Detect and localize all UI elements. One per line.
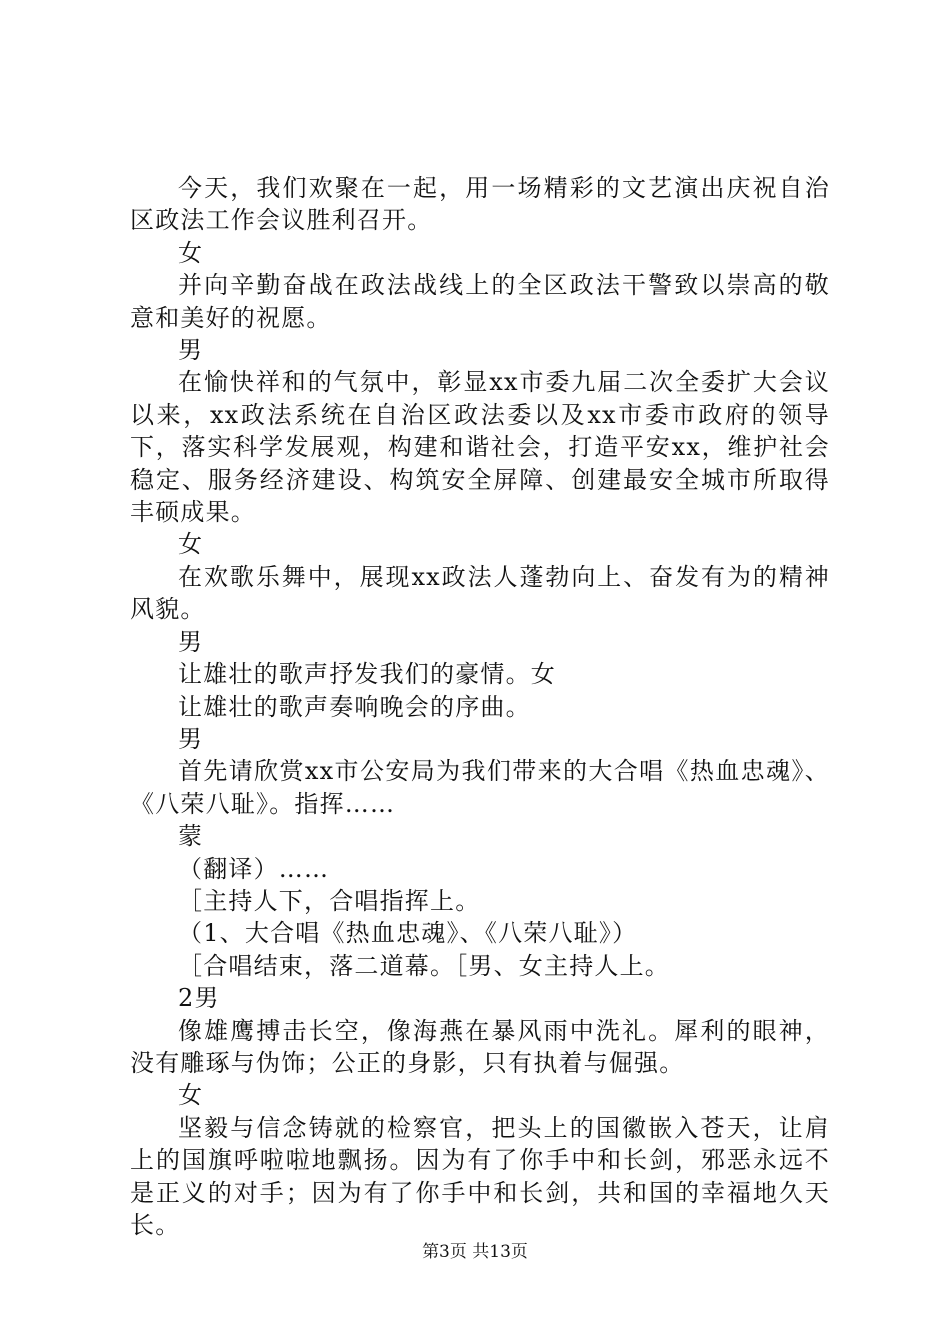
- speaker-label: 蒙: [178, 822, 204, 851]
- stage-direction: ［主持人下，合唱指挥上。: [178, 886, 481, 915]
- speaker-label: 2男: [178, 984, 220, 1013]
- document-body: [130, 172, 830, 1241]
- program-item: （1、大合唱《热血忠魂》、《八荣八耻》）: [178, 919, 638, 948]
- page-footer: 第3页 共13页: [422, 1242, 528, 1262]
- speaker-label: 女: [178, 238, 204, 267]
- speaker-label: 男: [178, 627, 204, 656]
- speaker-label: 女: [178, 530, 204, 559]
- paragraph: 像雄鹰搏击长空，像海燕在暴风雨中洗礼。犀利的眼神，没有雕琢与伪饰；公正的身影，只有执着与倔强。: [130, 1016, 830, 1077]
- paragraph: （翻译）……: [178, 854, 330, 883]
- paragraph: 首先请欣赏xx市公安局为我们带来的大合唱《热血忠魂》、《八荣八耻》。指挥……: [130, 757, 830, 818]
- paragraph: 坚毅与信念铸就的检察官，把头上的国徽嵌入苍天，让肩上的国旗呼啦啦地飘扬。因为有了你手中和长剑，邪恶永远不是正义的对手；因为有了你手中和长剑，共和国的幸福地久天长。: [130, 1113, 830, 1239]
- paragraph: 今天，我们欢聚在一起，用一场精彩的文艺演出庆祝自治区政法工作会议胜利召开。: [130, 174, 830, 235]
- speaker-label: 男: [178, 336, 204, 365]
- speaker-label: 男: [178, 724, 204, 753]
- paragraph: 在欢歌乐舞中，展现xx政法人蓬勃向上、奋发有为的精神风貌。: [130, 562, 830, 624]
- paragraph: 让雄壮的歌声抒发我们的豪情。女: [178, 660, 556, 689]
- stage-direction: ［合唱结束，落二道幕。［男、女主持人上。: [178, 951, 670, 980]
- speaker-label: 女: [178, 1081, 204, 1110]
- paragraph: 在愉快祥和的气氛中，彰显xx市委九届二次全委扩大会议以来，xx政法系统在自治区政法委以及xx市委市政府的领导下，落实科学发展观，构建和谐社会，打造平安xx，维护社会稳定、服务经济建设、构筑安全屏障、创建最安全城市所取得丰硕成果。: [130, 368, 830, 527]
- paragraph: 让雄壮的歌声奏响晚会的序曲。: [178, 692, 531, 721]
- paragraph: 并向辛勤奋战在政法战线上的全区政法干警致以崇高的敬意和美好的祝愿。: [130, 271, 830, 332]
